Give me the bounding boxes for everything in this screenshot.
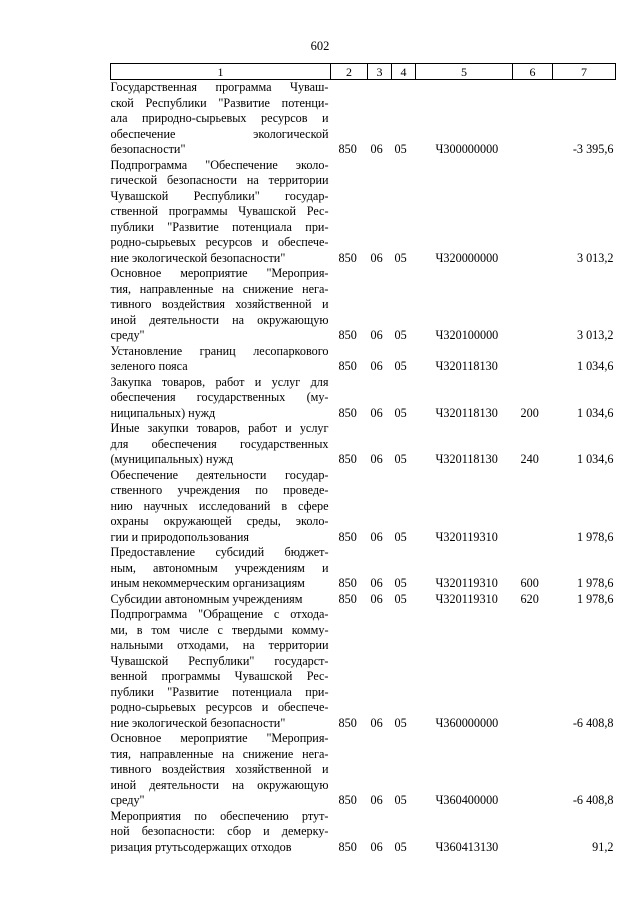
- row-amount: 1 978,6: [576, 529, 614, 544]
- row-name: [111, 731, 331, 809]
- row-expense-type: [513, 809, 553, 856]
- row-name-line: Основное мероприятие "Мероприя-: [110, 266, 329, 280]
- row-name-line: тивного воздействия хозяйственной и: [110, 297, 329, 311]
- row-expense-type: 240: [520, 452, 539, 466]
- row-name-line: публики "Развитие потенциала при-: [110, 219, 329, 234]
- table-row: [111, 344, 616, 375]
- row-name-line: ниципальных) нужд: [110, 405, 216, 420]
- row-name-line: ным, автономным учреждениям и: [110, 560, 329, 575]
- row-name-line: охраны окружающей среды, эколо-: [110, 514, 329, 528]
- table-row: [111, 266, 616, 344]
- row-subsection: 05: [394, 359, 407, 373]
- row-expense-type: 200: [520, 405, 539, 420]
- row-name-line: для обеспечения государственных: [110, 436, 329, 451]
- table-row: [111, 809, 616, 856]
- row-expense-type: [513, 266, 553, 344]
- row-name-line: среду": [110, 328, 145, 342]
- row-section: 06: [370, 405, 383, 420]
- row-expense-type: 620: [520, 591, 539, 606]
- row-subsection: 05: [394, 793, 407, 807]
- table-row: [111, 592, 616, 608]
- column-header-3: 3: [368, 64, 392, 80]
- row-name-line: нию научных исследований в сфере: [110, 498, 329, 513]
- row-amount: 91,2: [592, 839, 614, 854]
- row-target-article: Ч360400000: [435, 793, 499, 807]
- row-section: 06: [370, 142, 383, 156]
- row-subsection: 05: [394, 452, 407, 466]
- row-name-line: ми, в том числе с твердыми комму-: [110, 622, 329, 637]
- row-amount: -6 408,8: [572, 715, 614, 730]
- row-subsection: 05: [394, 576, 407, 590]
- row-name-line: Подпрограмма "Обеспечение эколо-: [110, 157, 329, 172]
- row-section: 06: [370, 328, 383, 342]
- row-subsection: 05: [394, 839, 407, 854]
- column-header-2: 2: [331, 64, 368, 80]
- row-name-line: обеспечения государственных (му-: [110, 390, 329, 404]
- row-name-line: ние экологической безопасности": [110, 250, 286, 265]
- row-name: [111, 266, 331, 344]
- row-target-article: Ч320118130: [435, 359, 498, 373]
- row-admin-code: 850: [338, 591, 357, 606]
- row-name-line: Установление границ лесопаркового: [110, 343, 329, 358]
- row-target-article: Ч320119310: [435, 529, 498, 544]
- budget-table: [110, 63, 616, 855]
- row-subsection: 05: [394, 250, 407, 265]
- row-target-article: Ч360000000: [435, 715, 499, 730]
- row-name-line: обеспечение экологической безопасности": [110, 126, 329, 156]
- row-expense-type: [513, 731, 553, 809]
- row-name-line: (муниципальных) нужд: [110, 452, 234, 466]
- row-subsection: 05: [394, 529, 407, 544]
- table-row: [111, 607, 616, 731]
- row-section: 06: [370, 793, 383, 807]
- table-row: [111, 421, 616, 468]
- row-name-line: Чувашской Республики" государст-: [110, 653, 329, 668]
- row-target-article: Ч320118130: [435, 405, 498, 420]
- row-section: 06: [370, 591, 383, 606]
- row-name-line: иной деятельности на окружающую: [110, 312, 329, 327]
- row-name: [111, 80, 331, 158]
- row-name: [111, 468, 331, 546]
- row-subsection: 05: [394, 715, 407, 730]
- table-row: [111, 375, 616, 422]
- row-admin-code: 850: [338, 839, 357, 854]
- row-expense-type: 600: [520, 576, 539, 590]
- row-target-article: Ч320118130: [435, 452, 498, 466]
- row-target-article: Ч300000000: [435, 142, 499, 156]
- row-name: [111, 809, 331, 856]
- row-section: 06: [370, 576, 383, 590]
- row-name-line: иным некоммерческим организациям: [110, 576, 305, 590]
- page-number: 602: [310, 39, 330, 53]
- row-name-line: среду": [110, 793, 145, 807]
- row-name-line: публики "Развитие потенциала при-: [110, 684, 329, 699]
- row-name-line: Мероприятия по обеспечению ртут-: [110, 808, 329, 823]
- row-name-line: Подпрограмма "Обращение с отхода-: [110, 607, 329, 621]
- row-name-line: зеленого пояса: [110, 359, 188, 373]
- row-admin-code: 850: [338, 250, 357, 265]
- row-name: [111, 375, 331, 422]
- row-name-line: ской Республики "Развитие потенци-: [110, 95, 329, 110]
- row-name-line: гии и природопользования: [110, 529, 250, 544]
- row-name-line: Предоставление субсидий бюджет-: [110, 545, 329, 559]
- row-target-article: Ч320000000: [435, 250, 499, 265]
- row-amount: 1 034,6: [576, 452, 614, 466]
- row-name-line: Чувашской Республики" государ-: [110, 188, 329, 203]
- row-expense-type: [513, 80, 553, 158]
- row-amount: -6 408,8: [572, 793, 614, 807]
- row-amount: 3 013,2: [576, 328, 614, 342]
- row-section: 06: [370, 452, 383, 466]
- row-section: 06: [370, 839, 383, 854]
- row-admin-code: 850: [338, 529, 357, 544]
- table-body: [111, 80, 616, 856]
- column-header-1: 1: [111, 64, 331, 80]
- row-section: 06: [370, 715, 383, 730]
- row-target-article: Ч320119310: [435, 576, 498, 590]
- row-admin-code: 850: [338, 452, 357, 466]
- row-name-line: родно-сырьевых ресурсов и обеспече-: [110, 700, 329, 714]
- row-subsection: 05: [394, 591, 407, 606]
- row-subsection: 05: [394, 405, 407, 420]
- row-amount: 1 034,6: [576, 359, 614, 373]
- row-amount: -3 395,6: [572, 142, 614, 156]
- row-expense-type: [513, 158, 553, 267]
- table-header: [111, 64, 616, 80]
- row-amount: 1 034,6: [576, 405, 614, 420]
- row-name-line: ала природно-сырьевых ресурсов и: [110, 111, 329, 125]
- row-name-line: ной безопасности: сбор и демерку-: [110, 824, 329, 838]
- row-expense-type: [513, 468, 553, 546]
- row-name-line: венной программы Чувашской Рес-: [110, 669, 329, 683]
- row-admin-code: 850: [338, 328, 357, 342]
- table-row: [111, 158, 616, 267]
- row-section: 06: [370, 529, 383, 544]
- row-subsection: 05: [394, 142, 407, 156]
- row-name: [111, 607, 331, 731]
- row-name-line: Государственная программа Чуваш-: [110, 80, 329, 94]
- row-admin-code: 850: [338, 359, 357, 373]
- row-name-line: тия, направленные на снижение нега-: [110, 281, 329, 296]
- row-name-line: гической безопасности на территории: [110, 173, 329, 187]
- row-name-line: Иные закупки товаров, работ и услуг: [110, 421, 329, 435]
- row-name-line: ризация ртутьсодержащих отходов: [110, 839, 292, 854]
- row-name-line: родно-сырьевых ресурсов и обеспече-: [110, 235, 329, 249]
- row-subsection: 05: [394, 328, 407, 342]
- table-row: [111, 545, 616, 592]
- row-name: [111, 421, 331, 468]
- row-amount: 3 013,2: [576, 250, 614, 265]
- row-admin-code: 850: [338, 715, 357, 730]
- row-admin-code: 850: [338, 576, 357, 590]
- row-name-line: тивного воздействия хозяйственной и: [110, 762, 329, 776]
- row-name: [111, 545, 331, 592]
- row-name-line: Закупка товаров, работ и услуг для: [110, 374, 329, 389]
- row-name-line: ственной программы Чувашской Рес-: [110, 204, 329, 218]
- row-name-line: иной деятельности на окружающую: [110, 777, 329, 792]
- column-header-7: 7: [553, 64, 616, 80]
- table-row: [111, 731, 616, 809]
- table-row: [111, 80, 616, 158]
- row-admin-code: 850: [338, 405, 357, 420]
- column-header-6: 6: [513, 64, 553, 80]
- row-name: [111, 592, 331, 608]
- row-amount: 1 978,6: [576, 591, 614, 606]
- row-name-line: Субсидии автономным учреждениям: [110, 591, 303, 606]
- row-amount: 1 978,6: [576, 576, 614, 590]
- row-expense-type: [513, 607, 553, 731]
- row-target-article: Ч360413130: [435, 839, 499, 854]
- row-name-line: ственного учреждения по проведе-: [110, 483, 329, 497]
- row-name-line: Основное мероприятие "Мероприя-: [110, 731, 329, 745]
- row-admin-code: 850: [338, 142, 357, 156]
- row-name-line: ние экологической безопасности": [110, 715, 286, 730]
- table-row: [111, 468, 616, 546]
- column-header-5: 5: [416, 64, 513, 80]
- row-name: [111, 158, 331, 267]
- row-name: [111, 344, 331, 375]
- row-name-line: тия, направленные на снижение нега-: [110, 746, 329, 761]
- column-header-4: 4: [392, 64, 416, 80]
- row-admin-code: 850: [338, 793, 357, 807]
- row-name-line: нальными отходами, на территории: [110, 638, 329, 652]
- row-expense-type: [513, 344, 553, 375]
- row-target-article: Ч320119310: [435, 591, 498, 606]
- row-section: 06: [370, 250, 383, 265]
- row-target-article: Ч320100000: [435, 328, 499, 342]
- row-name-line: Обеспечение деятельности государ-: [110, 467, 329, 482]
- row-section: 06: [370, 359, 383, 373]
